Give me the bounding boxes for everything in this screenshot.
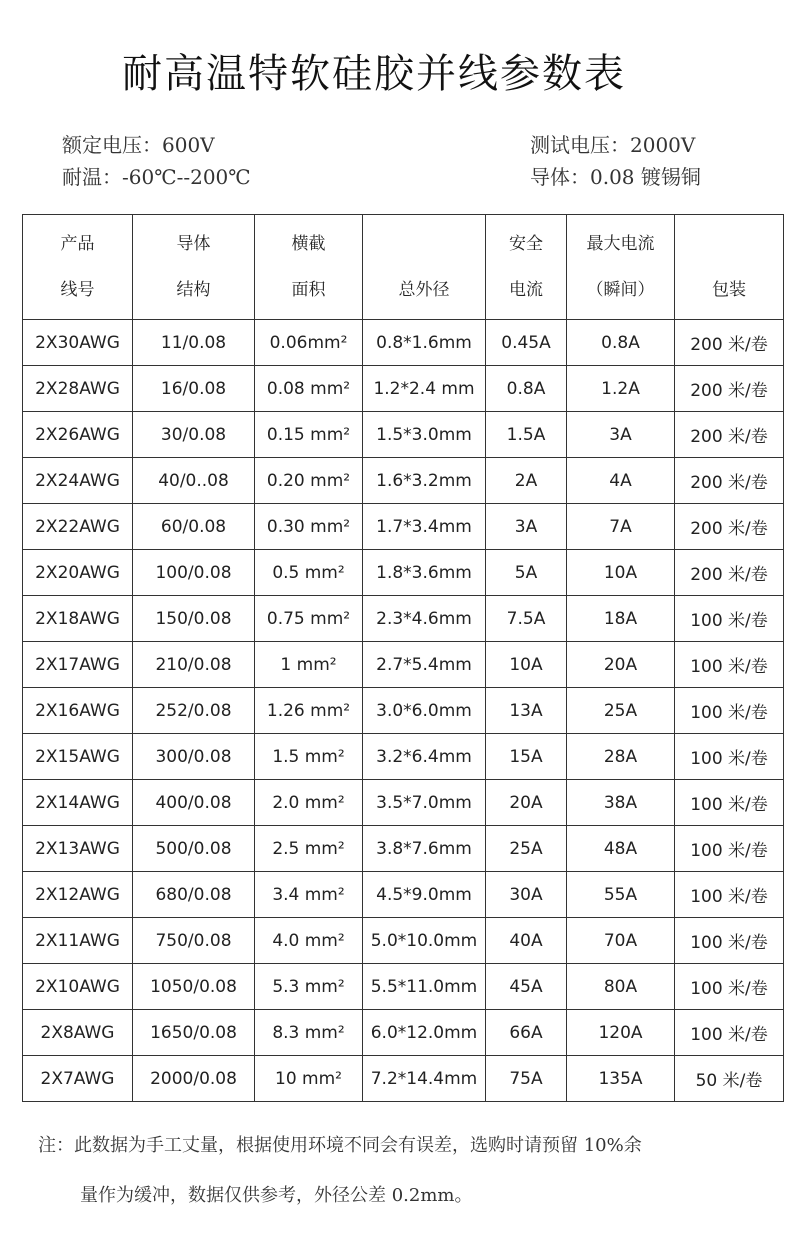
cell-diameter: 5.5*11.0mm <box>363 964 486 1010</box>
cell-diameter: 4.5*9.0mm <box>363 872 486 918</box>
cell-model: 2X13AWG <box>23 826 133 872</box>
cell-conductor: 16/0.08 <box>133 366 255 412</box>
table-row <box>23 596 784 642</box>
cell-area: 0.15 mm² <box>255 412 363 458</box>
header-area-line1: 横截 <box>291 234 326 254</box>
table-row <box>23 1056 784 1102</box>
cell-packaging: 100 米/卷 <box>675 780 784 826</box>
cell-max-current: 48A <box>567 826 675 872</box>
cell-packaging: 200 米/卷 <box>675 366 784 412</box>
header-packaging <box>675 215 784 320</box>
cell-safe-current: 5A <box>486 550 567 596</box>
table-row <box>23 918 784 964</box>
table-body <box>23 320 784 1102</box>
cell-conductor: 210/0.08 <box>133 642 255 688</box>
cell-packaging: 50 米/卷 <box>675 1056 784 1102</box>
cell-conductor: 2000/0.08 <box>133 1056 255 1102</box>
cell-area: 4.0 mm² <box>255 918 363 964</box>
cell-packaging: 200 米/卷 <box>675 504 784 550</box>
cell-area: 0.5 mm² <box>255 550 363 596</box>
cell-area: 2.5 mm² <box>255 826 363 872</box>
table-row <box>23 550 784 596</box>
table-header-row <box>23 215 784 320</box>
cell-safe-current: 15A <box>486 734 567 780</box>
cell-model: 2X16AWG <box>23 688 133 734</box>
cell-area: 1.26 mm² <box>255 688 363 734</box>
cell-safe-current: 25A <box>486 826 567 872</box>
cell-packaging: 100 米/卷 <box>675 688 784 734</box>
cell-diameter: 2.3*4.6mm <box>363 596 486 642</box>
cell-safe-current: 20A <box>486 780 567 826</box>
cell-max-current: 18A <box>567 596 675 642</box>
cell-packaging: 100 米/卷 <box>675 596 784 642</box>
cell-max-current: 38A <box>567 780 675 826</box>
cell-packaging: 200 米/卷 <box>675 320 784 366</box>
cell-diameter: 6.0*12.0mm <box>363 1010 486 1056</box>
cell-model: 2X20AWG <box>23 550 133 596</box>
cell-model: 2X26AWG <box>23 412 133 458</box>
table-row <box>23 642 784 688</box>
header-conductor <box>133 215 255 320</box>
cell-max-current: 28A <box>567 734 675 780</box>
cell-model: 2X18AWG <box>23 596 133 642</box>
cell-conductor: 60/0.08 <box>133 504 255 550</box>
parameter-table <box>22 214 784 1102</box>
cell-safe-current: 30A <box>486 872 567 918</box>
header-max-current-line2: （瞬间） <box>586 280 655 300</box>
cell-conductor: 750/0.08 <box>133 918 255 964</box>
cell-area: 3.4 mm² <box>255 872 363 918</box>
header-area <box>255 215 363 320</box>
cell-conductor: 252/0.08 <box>133 688 255 734</box>
cell-max-current: 120A <box>567 1010 675 1056</box>
note-line-1: 注：此数据为手工丈量，根据使用环境不同会有误差，选购时请预留 10%余 <box>38 1135 642 1156</box>
cell-area: 5.3 mm² <box>255 964 363 1010</box>
table-row <box>23 1010 784 1056</box>
cell-diameter: 0.8*1.6mm <box>363 320 486 366</box>
cell-conductor: 30/0.08 <box>133 412 255 458</box>
cell-packaging: 100 米/卷 <box>675 826 784 872</box>
cell-conductor: 40/0..08 <box>133 458 255 504</box>
cell-diameter: 5.0*10.0mm <box>363 918 486 964</box>
cell-diameter: 7.2*14.4mm <box>363 1056 486 1102</box>
cell-max-current: 20A <box>567 642 675 688</box>
cell-diameter: 3.0*6.0mm <box>363 688 486 734</box>
cell-conductor: 1650/0.08 <box>133 1010 255 1056</box>
cell-max-current: 135A <box>567 1056 675 1102</box>
cell-diameter: 3.8*7.6mm <box>363 826 486 872</box>
cell-model: 2X7AWG <box>23 1056 133 1102</box>
cell-max-current: 1.2A <box>567 366 675 412</box>
cell-safe-current: 45A <box>486 964 567 1010</box>
cell-safe-current: 0.45A <box>486 320 567 366</box>
cell-model: 2X30AWG <box>23 320 133 366</box>
cell-max-current: 25A <box>567 688 675 734</box>
header-max-current <box>567 215 675 320</box>
note-line-2: 量作为缓冲，数据仅供参考，外径公差 0.2mm。 <box>80 1185 473 1206</box>
cell-area: 8.3 mm² <box>255 1010 363 1056</box>
cell-conductor: 1050/0.08 <box>133 964 255 1010</box>
header-safe-current-line2: 电流 <box>509 280 543 300</box>
cell-safe-current: 1.5A <box>486 412 567 458</box>
cell-diameter: 3.5*7.0mm <box>363 780 486 826</box>
table-row <box>23 458 784 504</box>
cell-diameter: 1.8*3.6mm <box>363 550 486 596</box>
table-row <box>23 688 784 734</box>
table-row <box>23 964 784 1010</box>
cell-safe-current: 40A <box>486 918 567 964</box>
cell-safe-current: 75A <box>486 1056 567 1102</box>
cell-model: 2X24AWG <box>23 458 133 504</box>
cell-model: 2X14AWG <box>23 780 133 826</box>
cell-max-current: 3A <box>567 412 675 458</box>
header-model-line1: 产品 <box>60 234 95 254</box>
header-packaging-line2: 包装 <box>712 280 746 300</box>
cell-model: 2X10AWG <box>23 964 133 1010</box>
cell-area: 1 mm² <box>255 642 363 688</box>
cell-area: 0.06mm² <box>255 320 363 366</box>
conductor-material: 导体：0.08 镀锡铜 <box>530 165 701 189</box>
table-row <box>23 366 784 412</box>
temperature-range: 耐温：-60℃--200℃ <box>62 165 251 189</box>
page-title: 耐高温特软硅胶并线参数表 <box>122 51 626 97</box>
cell-safe-current: 0.8A <box>486 366 567 412</box>
cell-safe-current: 3A <box>486 504 567 550</box>
cell-conductor: 100/0.08 <box>133 550 255 596</box>
cell-max-current: 0.8A <box>567 320 675 366</box>
cell-area: 2.0 mm² <box>255 780 363 826</box>
cell-diameter: 1.5*3.0mm <box>363 412 486 458</box>
table-row <box>23 504 784 550</box>
cell-diameter: 1.2*2.4 mm <box>363 366 486 412</box>
cell-area: 1.5 mm² <box>255 734 363 780</box>
cell-area: 10 mm² <box>255 1056 363 1102</box>
cell-packaging: 100 米/卷 <box>675 734 784 780</box>
cell-model: 2X11AWG <box>23 918 133 964</box>
cell-conductor: 150/0.08 <box>133 596 255 642</box>
cell-max-current: 7A <box>567 504 675 550</box>
cell-model: 2X22AWG <box>23 504 133 550</box>
table-row <box>23 320 784 366</box>
test-voltage: 测试电压：2000V <box>530 133 696 157</box>
cell-safe-current: 13A <box>486 688 567 734</box>
cell-area: 0.08 mm² <box>255 366 363 412</box>
header-conductor-line1: 导体 <box>176 234 211 254</box>
cell-area: 0.30 mm² <box>255 504 363 550</box>
table-row <box>23 826 784 872</box>
cell-safe-current: 2A <box>486 458 567 504</box>
table-row <box>23 734 784 780</box>
cell-packaging: 100 米/卷 <box>675 964 784 1010</box>
cell-safe-current: 7.5A <box>486 596 567 642</box>
cell-safe-current: 10A <box>486 642 567 688</box>
cell-diameter: 1.6*3.2mm <box>363 458 486 504</box>
header-packaging-line1 <box>675 221 783 267</box>
header-diameter-line1 <box>363 221 485 267</box>
header-max-current-line1: 最大电流 <box>586 234 655 254</box>
cell-max-current: 80A <box>567 964 675 1010</box>
cell-conductor: 680/0.08 <box>133 872 255 918</box>
rated-voltage: 额定电压：600V <box>62 133 215 157</box>
cell-model: 2X17AWG <box>23 642 133 688</box>
header-safe-current-line1: 安全 <box>509 234 543 254</box>
cell-packaging: 100 米/卷 <box>675 1010 784 1056</box>
cell-model: 2X12AWG <box>23 872 133 918</box>
cell-max-current: 4A <box>567 458 675 504</box>
header-diameter <box>363 215 486 320</box>
cell-packaging: 200 米/卷 <box>675 458 784 504</box>
header-conductor-line2: 结构 <box>176 280 211 300</box>
cell-packaging: 100 米/卷 <box>675 642 784 688</box>
cell-model: 2X8AWG <box>23 1010 133 1056</box>
header-model-line2: 线号 <box>60 280 95 300</box>
table-row <box>23 872 784 918</box>
cell-diameter: 3.2*6.4mm <box>363 734 486 780</box>
header-diameter-line2: 总外径 <box>398 280 450 300</box>
cell-packaging: 200 米/卷 <box>675 550 784 596</box>
header-model <box>23 215 133 320</box>
cell-safe-current: 66A <box>486 1010 567 1056</box>
cell-conductor: 11/0.08 <box>133 320 255 366</box>
table-row <box>23 412 784 458</box>
cell-max-current: 55A <box>567 872 675 918</box>
cell-diameter: 1.7*3.4mm <box>363 504 486 550</box>
header-safe-current <box>486 215 567 320</box>
cell-packaging: 100 米/卷 <box>675 872 784 918</box>
cell-packaging: 100 米/卷 <box>675 918 784 964</box>
cell-model: 2X15AWG <box>23 734 133 780</box>
header-area-line2: 面积 <box>291 280 326 300</box>
cell-model: 2X28AWG <box>23 366 133 412</box>
cell-conductor: 500/0.08 <box>133 826 255 872</box>
cell-max-current: 70A <box>567 918 675 964</box>
cell-area: 0.75 mm² <box>255 596 363 642</box>
table-row <box>23 780 784 826</box>
cell-packaging: 200 米/卷 <box>675 412 784 458</box>
cell-conductor: 400/0.08 <box>133 780 255 826</box>
cell-area: 0.20 mm² <box>255 458 363 504</box>
cell-max-current: 10A <box>567 550 675 596</box>
cell-diameter: 2.7*5.4mm <box>363 642 486 688</box>
cell-conductor: 300/0.08 <box>133 734 255 780</box>
